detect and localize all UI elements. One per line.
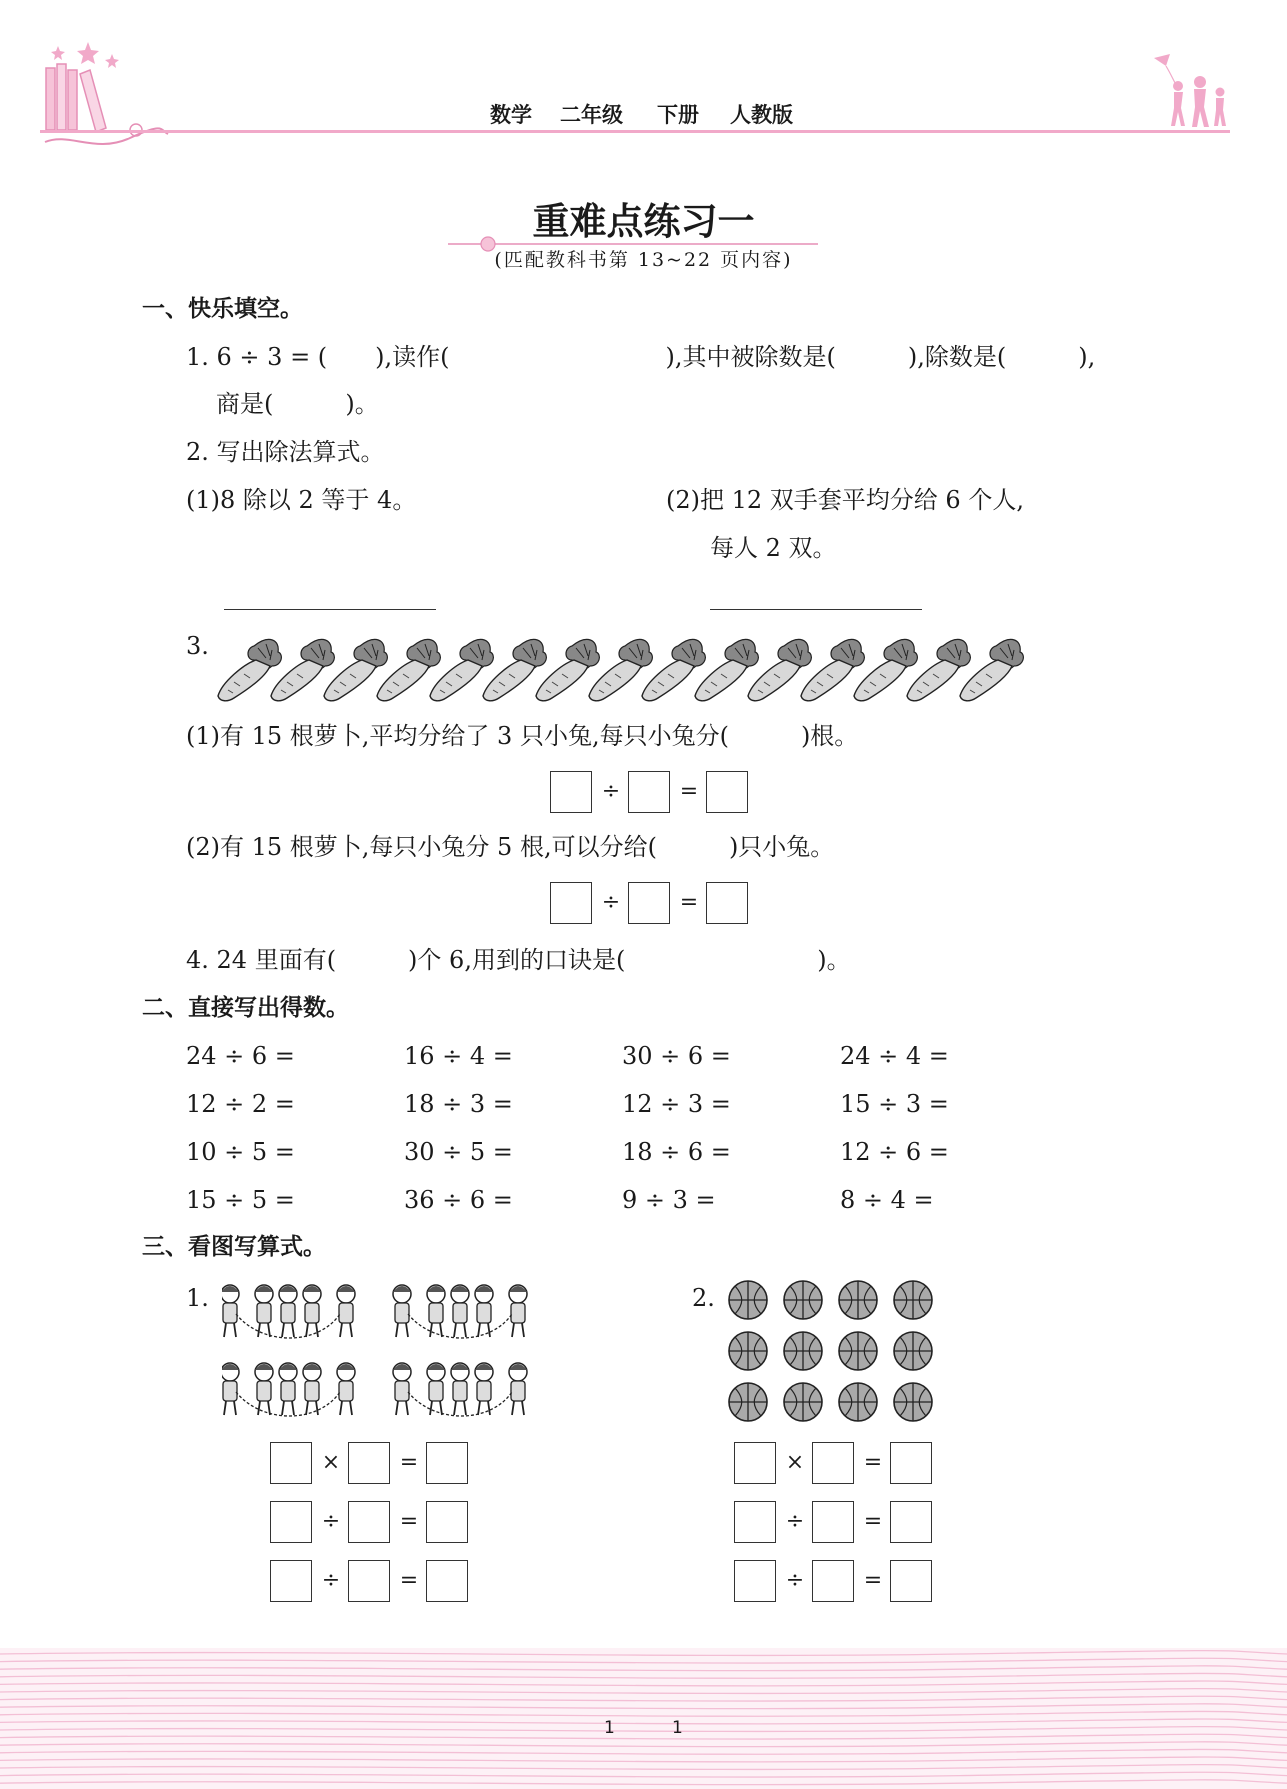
page-subtitle: (匹配教科书第 13~22 页内容) (494, 249, 793, 271)
basketball-icon (784, 1281, 822, 1319)
header-subject: 数学 (490, 103, 532, 127)
picture1-answer-box[interactable] (348, 1442, 390, 1484)
calc-item: 18 ÷ 6 = (622, 1138, 731, 1166)
carrot-icon (695, 639, 758, 700)
carrot-icon (430, 639, 493, 700)
basketball-grid-picture (726, 1276, 946, 1440)
q1-line1: 1. 6 ÷ 3 = ( ),读作( ),其中被除数是( ),除数是( ), (186, 343, 1096, 371)
calc-item: 24 ÷ 6 = (186, 1042, 295, 1070)
q3b-eq-sign: = (679, 890, 699, 915)
q4: 4. 24 里面有( )个 6,用到的口诀是( )。 (186, 946, 851, 974)
picture1-answer-box[interactable] (348, 1501, 390, 1543)
q2-label: 2. 写出除法算式。 (186, 438, 385, 466)
carrot-icon (218, 639, 281, 700)
carrot-icon (536, 639, 599, 700)
calc-item: 18 ÷ 3 = (404, 1090, 513, 1118)
basketball-icon (894, 1383, 932, 1421)
picture2-label: 2. (692, 1284, 715, 1312)
carrot-icon (748, 639, 811, 700)
carrot-icon (271, 639, 334, 700)
picture1-answer-box[interactable] (426, 1501, 468, 1543)
q2-b-line1: (2)把 12 双手套平均分给 6 个人, (666, 486, 1024, 514)
carrot-icon (960, 639, 1023, 700)
q2-b-answer-line[interactable] (710, 609, 922, 610)
q3a-box-1[interactable] (550, 771, 592, 813)
calc-item: 24 ÷ 4 = (840, 1042, 949, 1070)
basketball-icon (894, 1281, 932, 1319)
picture2-answer-box[interactable] (812, 1501, 854, 1543)
header-rule (40, 130, 1230, 133)
q1-line2: 商是( )。 (216, 390, 379, 418)
basketball-icon (839, 1281, 877, 1319)
header-edition: 人教版 (730, 103, 793, 127)
q3b-div-sign: ÷ (601, 890, 621, 915)
calc-item: 36 ÷ 6 = (404, 1186, 513, 1214)
section3-heading: 三、看图写算式。 (142, 1234, 326, 1260)
basketball-icon (784, 1383, 822, 1421)
calc-item: 12 ÷ 2 = (186, 1090, 295, 1118)
calc-item: 15 ÷ 3 = (840, 1090, 949, 1118)
carrot-icon (642, 639, 705, 700)
basketball-icon (729, 1383, 767, 1421)
q3b-box-1[interactable] (550, 882, 592, 924)
q3a-box-3[interactable] (706, 771, 748, 813)
picture2-answer-box[interactable] (812, 1560, 854, 1602)
picture2-answer-box[interactable] (734, 1560, 776, 1602)
picture1-label: 1. (186, 1284, 209, 1312)
footer-wave-pattern (0, 1648, 1287, 1789)
header-grade: 二年级 (560, 103, 623, 127)
picture2-answer-box[interactable] (890, 1501, 932, 1543)
calc-item: 15 ÷ 5 = (186, 1186, 295, 1214)
carrot-icon (483, 639, 546, 700)
section2-heading: 二、直接写出得数。 (142, 995, 349, 1021)
q3a-div-sign: ÷ (601, 779, 621, 804)
picture1-div-sign: ÷ (321, 1568, 341, 1593)
basketball-icon (839, 1332, 877, 1370)
basketball-icon (729, 1332, 767, 1370)
q3a-box-2[interactable] (628, 771, 670, 813)
picture2-div-sign: ÷ (785, 1509, 805, 1534)
picture2-times-sign: × (785, 1450, 805, 1475)
picture2-answer-box[interactable] (812, 1442, 854, 1484)
page-number-left: 1 (604, 1718, 615, 1738)
picture2-div-sign: ÷ (785, 1568, 805, 1593)
carrot-icon (801, 639, 864, 700)
picture1-answer-box[interactable] (348, 1560, 390, 1602)
carrot-icon (907, 639, 970, 700)
picture1-answer-box[interactable] (270, 1560, 312, 1602)
header-volume: 下册 (657, 103, 699, 127)
q3b-box-3[interactable] (706, 882, 748, 924)
section1-heading: 一、快乐填空。 (142, 296, 303, 322)
picture2-eq-sign: = (863, 1509, 883, 1534)
basketball-icon (784, 1332, 822, 1370)
calc-item: 30 ÷ 5 = (404, 1138, 513, 1166)
q3-a: (1)有 15 根萝卜,平均分给了 3 只小兔,每只小兔分( )根。 (186, 722, 859, 750)
basketball-icon (894, 1332, 932, 1370)
picture2-eq-sign: = (863, 1450, 883, 1475)
calc-item: 12 ÷ 3 = (622, 1090, 731, 1118)
q2-a-answer-line[interactable] (224, 609, 436, 610)
calc-item: 12 ÷ 6 = (840, 1138, 949, 1166)
header-kids-kite-icon (1148, 52, 1232, 132)
picture2-answer-box[interactable] (890, 1442, 932, 1484)
jump-rope-group-icon (222, 1285, 355, 1338)
picture1-times-sign: × (321, 1450, 341, 1475)
q3a-eq-sign: = (679, 779, 699, 804)
picture1-eq-sign: = (399, 1509, 419, 1534)
page-title: 重难点练习一 (532, 199, 755, 243)
carrot-icon (589, 639, 652, 700)
calc-item: 8 ÷ 4 = (840, 1186, 934, 1214)
picture1-div-sign: ÷ (321, 1509, 341, 1534)
picture1-eq-sign: = (399, 1450, 419, 1475)
q2-b-line2: 每人 2 双。 (710, 534, 837, 562)
calc-item: 16 ÷ 4 = (404, 1042, 513, 1070)
calc-item: 30 ÷ 6 = (622, 1042, 731, 1070)
carrot-row (214, 630, 1044, 706)
calc-item: 10 ÷ 5 = (186, 1138, 295, 1166)
picture1-answer-box[interactable] (270, 1442, 312, 1484)
jump-rope-group-icon (222, 1363, 355, 1416)
picture2-answer-box[interactable] (890, 1560, 932, 1602)
picture1-answer-box[interactable] (426, 1560, 468, 1602)
page-number-right: 1 (672, 1718, 683, 1738)
basketball-icon (839, 1383, 877, 1421)
basketball-icon (729, 1281, 767, 1319)
q3-label: 3. (186, 632, 209, 660)
jump-rope-children-picture (222, 1280, 562, 1430)
jump-rope-group-icon (393, 1363, 527, 1416)
picture2-answer-box[interactable] (734, 1501, 776, 1543)
carrot-icon (377, 639, 440, 700)
picture2-eq-sign: = (863, 1568, 883, 1593)
picture2-answer-box[interactable] (734, 1442, 776, 1484)
jump-rope-group-icon (393, 1285, 527, 1338)
carrot-icon (324, 639, 387, 700)
calc-item: 9 ÷ 3 = (622, 1186, 716, 1214)
picture1-eq-sign: = (399, 1568, 419, 1593)
picture1-answer-box[interactable] (270, 1501, 312, 1543)
carrot-icon (854, 639, 917, 700)
q2-a: (1)8 除以 2 等于 4。 (186, 486, 417, 514)
q3-b: (2)有 15 根萝卜,每只小兔分 5 根,可以分给( )只小兔。 (186, 833, 835, 861)
picture1-answer-box[interactable] (426, 1442, 468, 1484)
q3b-box-2[interactable] (628, 882, 670, 924)
